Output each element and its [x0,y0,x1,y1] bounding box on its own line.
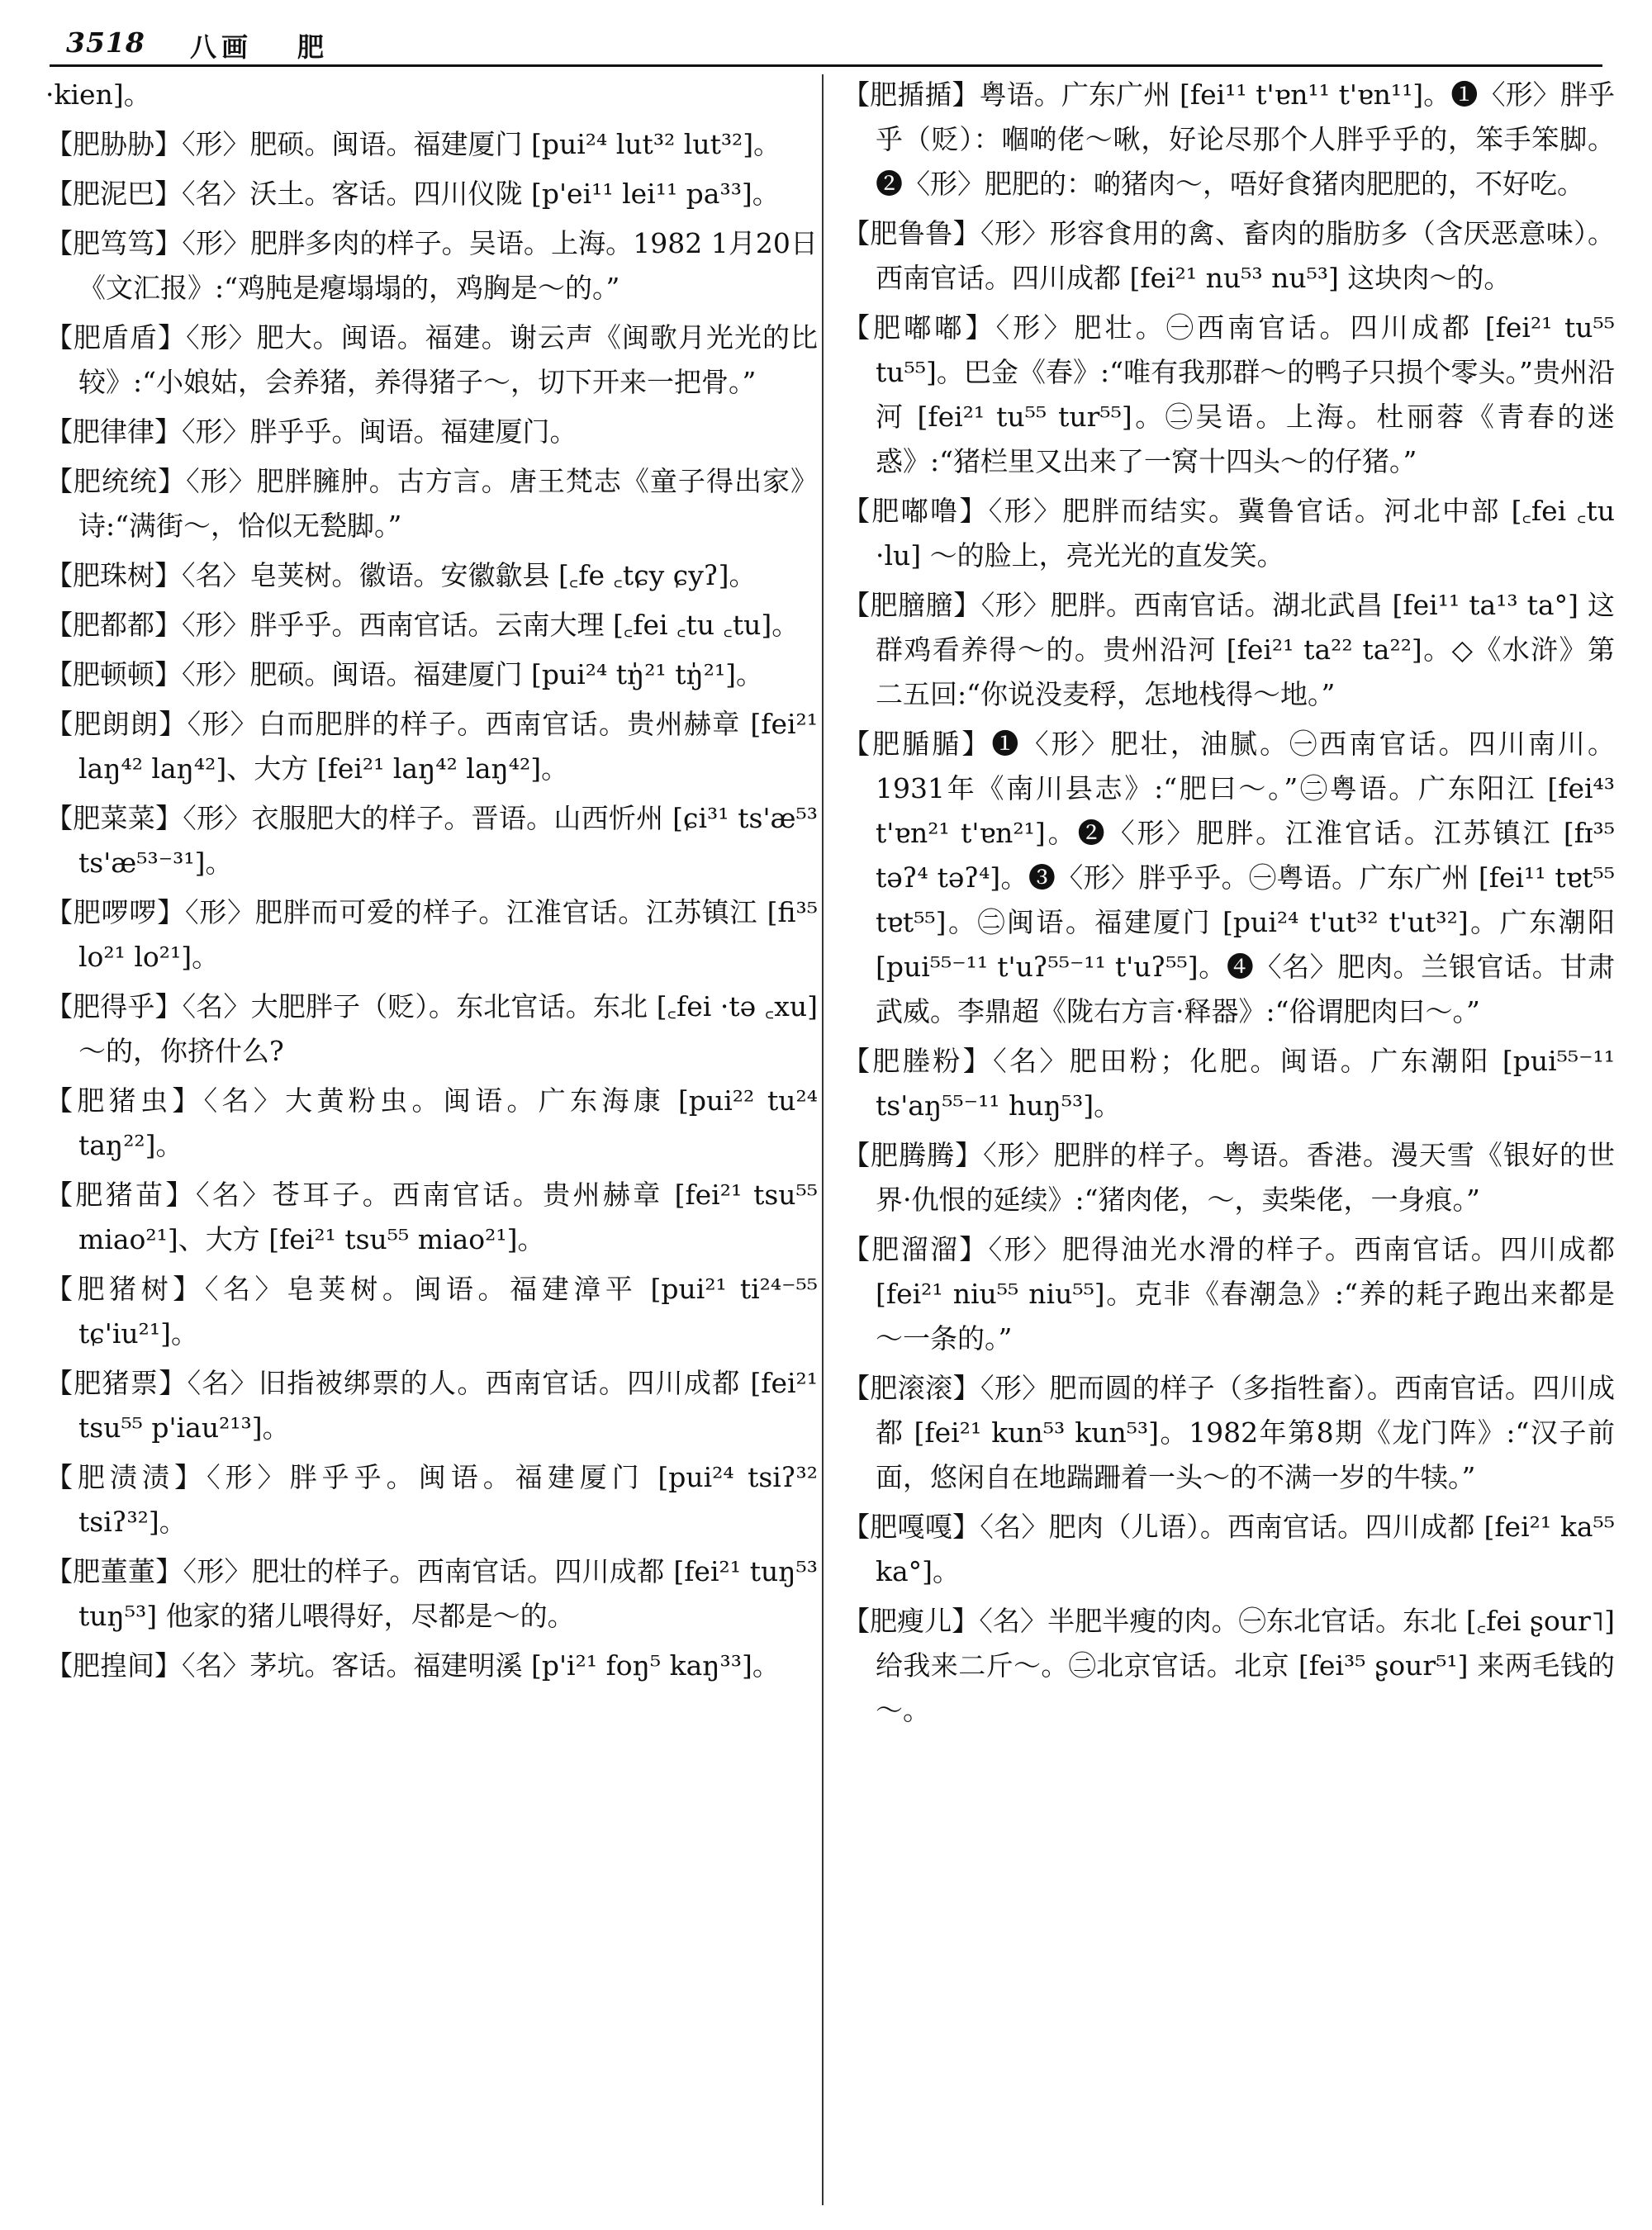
dictionary-entry: 【肥啰啰】〈形〉肥胖而可爱的样子。江淮官话。江苏镇江 [fi³⁵ lo²¹ lo²¹]。 [45,896,818,973]
header-rule [50,64,1602,67]
page-header [50,18,1602,68]
dictionary-entry: 【肥揗揗】粤语。广东广州 [fei¹¹ t'ɐn¹¹ t'ɐn¹¹]。❶〈形〉胖乎乎（贬）：嗰啲佬～啾，好论尽那个人胖乎乎的，笨手笨脚。❷〈形〉肥肥的：啲猪肉～，唔好食猪肉肥肥的，不好吃。 [843,78,1615,200]
dictionary-entry: 【肥揘间】〈名〉茅坑。客话。福建明溪 [p'i²¹ foŋ⁵ kaŋ³³]。 [45,1649,780,1682]
dictionary-entry: 【肥得乎】〈名〉大肥胖子（贬）。东北官话。东北 [꜀fei ·tə ꜀xu] ～的，你挤什么? [45,990,818,1067]
dictionary-entry: 【肥菜菜】〈形〉衣服肥大的样子。晋语。山西忻州 [ɕi³¹ ts'æ⁵³ ts'æ⁵³⁻³¹]。 [45,802,818,879]
dictionary-entry: 【肥膪膪】〈形〉肥胖。西南官话。湖北武昌 [fei¹¹ ta¹³ ta°] 这群鸡看养得～的。贵州沿河 [fei²¹ ta²² ta²²]。◇《水浒》第二五回:“你说没麦稃，怎地栈得～地。” [843,589,1615,710]
dictionary-entry: 【肥腾腾】〈形〉肥胖的样子。粤语。香港。漫天雪《银好的世界·仇恨的延续》:“猪肉佬，～，卖柴佬，一身痕。” [843,1139,1615,1216]
dictionary-entry: 【肥珠树】〈名〉皂荚树。徽语。安徽歙县 [꜀fe ꜀tɕy ɕyʔ]。 [45,559,757,591]
dictionary-entry: 【肥猪苗】〈名〉苍耳子。西南官话。贵州赫章 [fei²¹ tsu⁵⁵ miao²¹]、大方 [fei²¹ tsu⁵⁵ miao²¹]。 [45,1179,818,1255]
dictionary-entry: 【肥嘟噜】〈形〉肥胖而结实。冀鲁官话。河北中部 [꜀fei ꜀tu ·lu] ～的脸上，亮光光的直发笑。 [843,495,1615,572]
dictionary-entry: 【肥嘟嘟】〈形〉肥壮。㊀西南官话。四川成都 [fei²¹ tu⁵⁵ tu⁵⁵]。巴金《春》:“唯有我那群～的鸭子只损个零头。”贵州沿河 [fei²¹ tu⁵⁵ tur⁵⁵]。㊁吴语。上海。杜丽蓉《青春的迷惑》:“猪栏里又出来了一窝十四头～的仔猪。” [843,311,1615,477]
header-character: 肥 [297,31,325,63]
dictionary-entry: 【肥瘦儿】〈名〉半肥半瘦的肉。㊀东北官话。东北 [꜀fei ʂour˥] 给我来二斤～。㊁北京官话。北京 [fei³⁵ ʂour⁵¹] 来两毛钱的～。 [843,1605,1615,1726]
column-divider [822,74,824,2205]
dictionary-entry: 【肥笃笃】〈形〉肥胖多肉的样子。吴语。上海。1982 1月20日《文汇报》:“鸡肫是瘪塌塌的，鸡胸是～的。” [45,227,818,304]
dictionary-entry: 【肥嘎嘎】〈名〉肥肉（儿语）。西南官话。四川成都 [fei²¹ ka⁵⁵ ka°]。 [843,1511,1615,1587]
dictionary-entry: 【肥董董】〈形〉肥壮的样子。西南官话。四川成都 [fei²¹ tuŋ⁵³ tuŋ⁵³] 他家的猪儿喂得好，尽都是～的。 [45,1555,818,1632]
stroke-count: 八画 [190,31,254,63]
dictionary-entry: 【肥律律】〈形〉胖乎乎。闽语。福建厦门。 [45,415,577,448]
dictionary-entry: 【肥朗朗】〈形〉白而肥胖的样子。西南官话。贵州赫章 [fei²¹ laŋ⁴² laŋ⁴²]、大方 [fei²¹ laŋ⁴² laŋ⁴²]。 [45,708,818,785]
dictionary-entry: 【肥腯腯】❶〈形〉肥壮，油腻。㊀西南官话。四川南川。1931年《南川县志》:“肥曰～。”㊁粤语。广东阳江 [fei⁴³ t'ɐn²¹ t'ɐn²¹]。❷〈形〉肥胖。江淮官话。江苏镇江 [fɪ³⁵ təʔ⁴ təʔ⁴]。❸〈形〉胖乎乎。㊀粤语。广东广州 [fei¹¹ tɐt⁵⁵ tɐt⁵⁵]。㊁闽语。福建厦门 [pui²⁴ t'ut³² t'ut³²]。广东潮阳 [pui⁵⁵⁻¹¹ t'uʔ⁵⁵⁻¹¹ t'uʔ⁵⁵]。❹〈名〉肥肉。兰银官话。甘肃武威。李鼎超《陇右方言·释器》:“俗谓肥肉曰～。” [843,728,1615,1027]
dictionary-entry: 【肥猪树】〈名〉皂荚树。闽语。福建漳平 [pui²¹ ti²⁴⁻⁵⁵ tɕ'iu²¹]。 [45,1273,818,1350]
dictionary-entry: 【肥猪票】〈名〉旧指被绑票的人。西南官话。四川成都 [fei²¹ tsu⁵⁵ p'iau²¹³]。 [45,1367,818,1444]
dictionary-entry: ·kien]。 [45,78,151,111]
right-column [843,73,1615,1738]
dictionary-entry: 【肥顿顿】〈形〉肥硕。闽语。福建厦门 [pui²⁴ tŋ̍²¹ tŋ̍²¹]。 [45,658,764,690]
dictionary-entry: 【肥塍粉】〈名〉肥田粉；化肥。闽语。广东潮阳 [pui⁵⁵⁻¹¹ ts'aŋ⁵⁵⁻¹¹ huŋ⁵³]。 [843,1045,1615,1122]
page-number: 3518 [66,26,145,59]
dictionary-entry: 【肥渍渍】〈形〉胖乎乎。闽语。福建厦门 [pui²⁴ tsiʔ³² tsiʔ³²]。 [45,1461,818,1538]
dictionary-entry: 【肥胁胁】〈形〉肥硕。闽语。福建厦门 [pui²⁴ lut³² lut³²]。 [45,128,781,160]
dictionary-entry: 【肥盾盾】〈形〉肥大。闽语。福建。谢云声《闽歌月光光的比较》:“小娘姑，会养猪，养得猪子～，切下开来一把骨。” [45,321,818,398]
dictionary-entry: 【肥都都】〈形〉胖乎乎。西南官话。云南大理 [꜀fei ꜀tu ꜀tu]。 [45,609,800,641]
left-column [45,73,818,1693]
dictionary-entry: 【肥泥巴】〈名〉沃土。客话。四川仪陇 [p'ei¹¹ lei¹¹ pa³³]。 [45,178,780,210]
dictionary-entry: 【肥溜溜】〈形〉肥得油光水滑的样子。西南官话。四川成都 [fei²¹ niu⁵⁵ niu⁵⁵]。克非《春潮急》:“养的耗子跑出来都是～一条的。” [843,1233,1615,1355]
dictionary-entry: 【肥统统】〈形〉肥胖臃肿。古方言。唐王梵志《童子得出家》诗:“满街～，恰似无甃脚。” [45,465,818,542]
dictionary-entry: 【肥猪虫】〈名〉大黄粉虫。闽语。广东海康 [pui²² tu²⁴ taŋ²²]。 [45,1084,818,1161]
dictionary-entry: 【肥鲁鲁】〈形〉形容食用的禽、畜肉的脂肪多（含厌恶意味）。西南官话。四川成都 [fei²¹ nu⁵³ nu⁵³] 这块肉～的。 [843,217,1615,294]
dictionary-entry: 【肥滚滚】〈形〉肥而圆的样子（多指牲畜）。西南官话。四川成都 [fei²¹ kun⁵³ kun⁵³]。1982年第8期《龙门阵》:“汉子前面，悠闲自在地踹跚着一头～的不满一岁的牛犊。” [843,1372,1615,1493]
